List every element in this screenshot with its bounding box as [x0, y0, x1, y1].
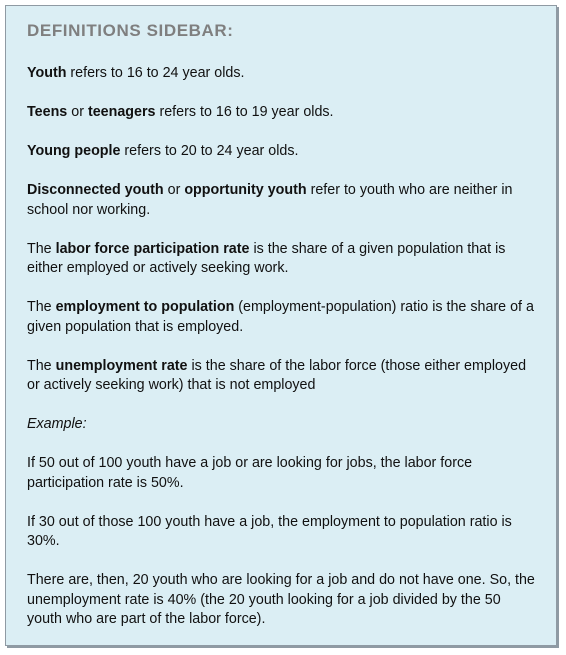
definitions-sidebar — [5, 5, 557, 646]
definition-text: refers to 20 to 24 year olds. — [120, 143, 299, 159]
connector-text: or — [163, 182, 185, 198]
sidebar-title: DEFINITIONS SIDEBAR: — [27, 21, 234, 40]
lead-text: The — [27, 299, 56, 315]
definition-young-people — [27, 142, 536, 162]
term: unemployment rate — [55, 357, 188, 374]
term: Teens — [27, 104, 68, 120]
definition-text: refer to youth who are neither in school nor working. — [27, 182, 513, 218]
definition-text: refers to 16 to 19 year olds. — [155, 104, 334, 120]
definition-labor-force-participation-rate — [27, 240, 536, 279]
example-paragraph-2: If 30 out of those 100 youth have a job, the employment to population ratio is 30%. — [27, 513, 512, 549]
definition-disconnected-youth — [27, 181, 536, 220]
lead-text: The — [27, 357, 56, 374]
definition-employment-to-population — [27, 298, 536, 337]
definition-youth — [27, 64, 536, 84]
lead-text: The — [27, 240, 56, 257]
term: Young people — [27, 143, 121, 159]
term: Youth — [27, 65, 67, 81]
example-label — [27, 415, 536, 435]
definition-text: is the share of the labor force (those either employed or actively seeking work) that is not employed — [27, 357, 527, 393]
definition-text: refers to 16 to 24 year olds. — [66, 65, 245, 81]
connector-text: or — [67, 104, 88, 120]
example-label-text: Example: — [27, 416, 87, 432]
definition-teens — [27, 103, 536, 123]
term: Disconnected youth — [27, 182, 164, 198]
term: labor force participation rate — [55, 240, 250, 257]
definition-text: is the share of a given population that is either employed or actively seeking work. — [27, 240, 506, 276]
term: teenagers — [87, 104, 156, 120]
example-paragraph-3: There are, then, 20 youth who are looking for a job and do not have one. So, the unemployment rate is 40% (the 20 youth looking for a job divided by the 50 youth who are part of the labor force). — [27, 572, 535, 627]
definition-unemployment-rate — [27, 357, 536, 396]
term: opportunity youth — [184, 182, 307, 198]
example-paragraph-1: If 50 out of 100 youth have a job or are looking for jobs, the labor force participation rate is 50%. — [27, 455, 473, 491]
definition-text: (employment-population) ratio is the share of a given population that is employed. — [27, 299, 534, 335]
term: employment to population — [55, 299, 235, 315]
